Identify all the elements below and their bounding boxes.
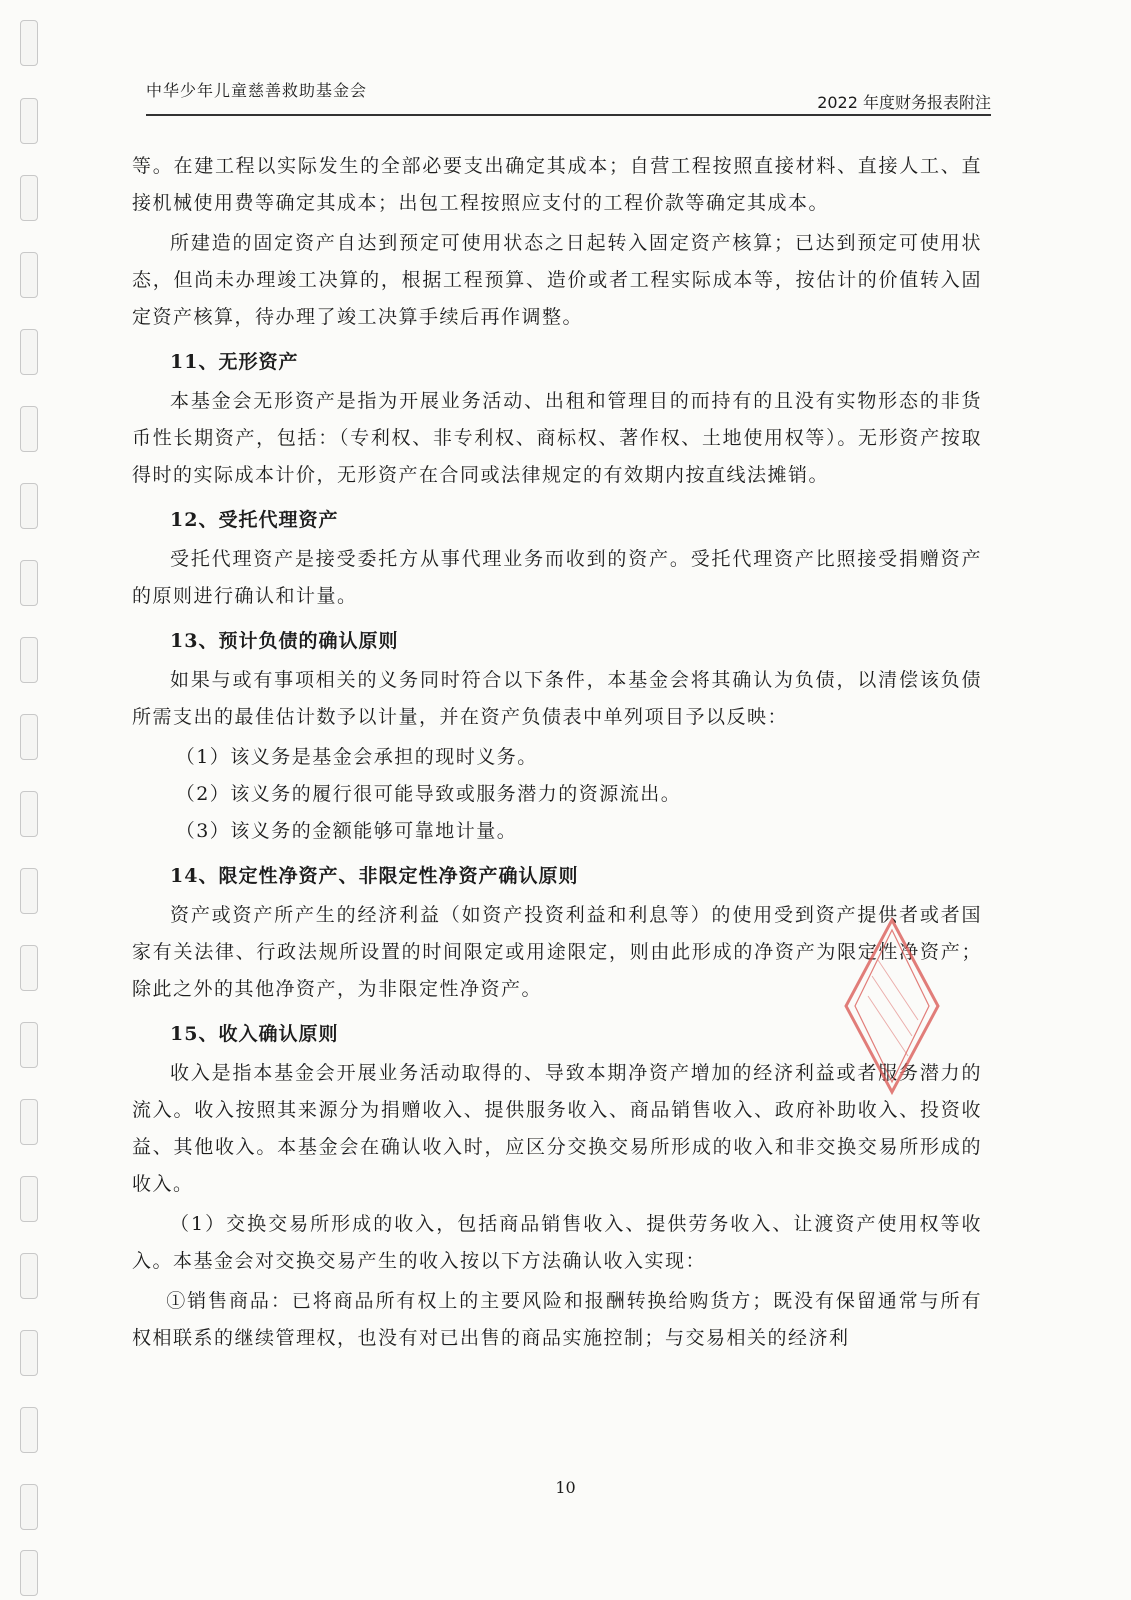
binding-hole	[20, 252, 38, 298]
section-heading-revenue-recognition: 15、收入确认原则	[170, 1023, 339, 1045]
binding-hole	[20, 329, 38, 375]
paragraph-revenue-definition: 收入是指本基金会开展业务活动取得的、导致本期净资产增加的经济利益或者服务潜力的流入。收入按照其来源分为捐赠收入、提供服务收入、商品销售收入、政府补助收入、投资收益、其他收入。本基金会在确认收入时，应区分交换交易所形成的收入和非交换交易所形成的收入。	[132, 1062, 982, 1195]
paragraph-sale-of-goods: ①销售商品：已将商品所有权上的主要风险和报酬转换给购货方；既没有保留通常与所有权相联系的继续管理权，也没有对已出售的商品实施控制；与交易相关的经济利	[132, 1290, 982, 1349]
paragraph-intangible-assets: 本基金会无形资产是指为开展业务活动、出租和管理目的而持有的且没有实物形态的非货币性长期资产，包括：（专利权、非专利权、商标权、著作权、土地使用权等）。无形资产按取得时的实际成本计价，无形资产在合同或法律规定的有效期内按直线法摊销。	[132, 390, 982, 486]
list-item: （3）该义务的金额能够可靠地计量。	[175, 820, 518, 842]
binding-hole	[20, 637, 38, 683]
binding-hole	[20, 1330, 38, 1376]
page-number: 10	[555, 1478, 576, 1497]
binding-hole	[20, 945, 38, 991]
list-item: （2）该义务的履行很可能导致或服务潜力的资源流出。	[175, 783, 682, 805]
paragraph-estimated-liabilities: 如果与或有事项相关的义务同时符合以下条件，本基金会将其确认为负债，以清偿该负债所需支出的最佳估计数予以计量，并在资产负债表中单列项目予以反映：	[132, 669, 982, 728]
binding-hole	[20, 1550, 38, 1596]
section-heading-estimated-liabilities: 13、预计负债的确认原则	[170, 630, 399, 652]
binding-hole	[20, 791, 38, 837]
paragraph-exchange-revenue: （1）交换交易所形成的收入，包括商品销售收入、提供劳务收入、让渡资产使用权等收入。本基金会对交换交易产生的收入按以下方法确认收入实现：	[132, 1213, 982, 1272]
binding-hole	[20, 1176, 38, 1222]
list-item: （1）该义务是基金会承担的现时义务。	[175, 746, 538, 768]
binding-hole	[20, 1407, 38, 1453]
binding-hole	[20, 560, 38, 606]
page-header	[146, 70, 991, 116]
paragraph-construction-cost: 等。在建工程以实际发生的全部必要支出确定其成本；自营工程按照直接材料、直接人工、直接机械使用费等确定其成本；出包工程按照应支付的工程价款等确定其成本。	[132, 155, 982, 214]
binding-hole	[20, 98, 38, 144]
report-title: 2022 年度财务报表附注	[817, 93, 991, 112]
binding-hole	[20, 406, 38, 452]
section-heading-intangible-assets: 11、无形资产	[170, 351, 299, 373]
document-body	[132, 148, 982, 1357]
paragraph-net-assets: 资产或资产所产生的经济利益（如资产投资利益和利息等）的使用受到资产提供者或者国家有关法律、行政法规所设置的时间限定或用途限定，则由此形成的净资产为限定性净资产；除此之外的其他净资产，为非限定性净资产。	[132, 904, 982, 1000]
official-seal-icon	[842, 916, 942, 1096]
section-heading-entrusted-assets: 12、受托代理资产	[170, 509, 339, 531]
binding-hole	[20, 483, 38, 529]
binding-hole	[20, 868, 38, 914]
binding-hole	[20, 20, 38, 66]
binding-holes	[20, 20, 42, 1590]
binding-hole	[20, 1099, 38, 1145]
binding-hole	[20, 1253, 38, 1299]
paragraph-entrusted-assets: 受托代理资产是接受委托方从事代理业务而收到的资产。受托代理资产比照接受捐赠资产的原则进行确认和计量。	[132, 548, 982, 607]
binding-hole	[20, 1022, 38, 1068]
binding-hole	[20, 714, 38, 760]
section-heading-net-assets: 14、限定性净资产、非限定性净资产确认原则	[170, 865, 579, 887]
paragraph-fixed-asset-transfer: 所建造的固定资产自达到预定可使用状态之日起转入固定资产核算；已达到预定可使用状态，但尚未办理竣工决算的，根据工程预算、造价或者工程实际成本等，按估计的价值转入固定资产核算，待办理了竣工决算手续后再作调整。	[132, 232, 982, 328]
binding-hole	[20, 175, 38, 221]
organization-name: 中华少年儿童慈善救助基金会	[146, 81, 368, 100]
